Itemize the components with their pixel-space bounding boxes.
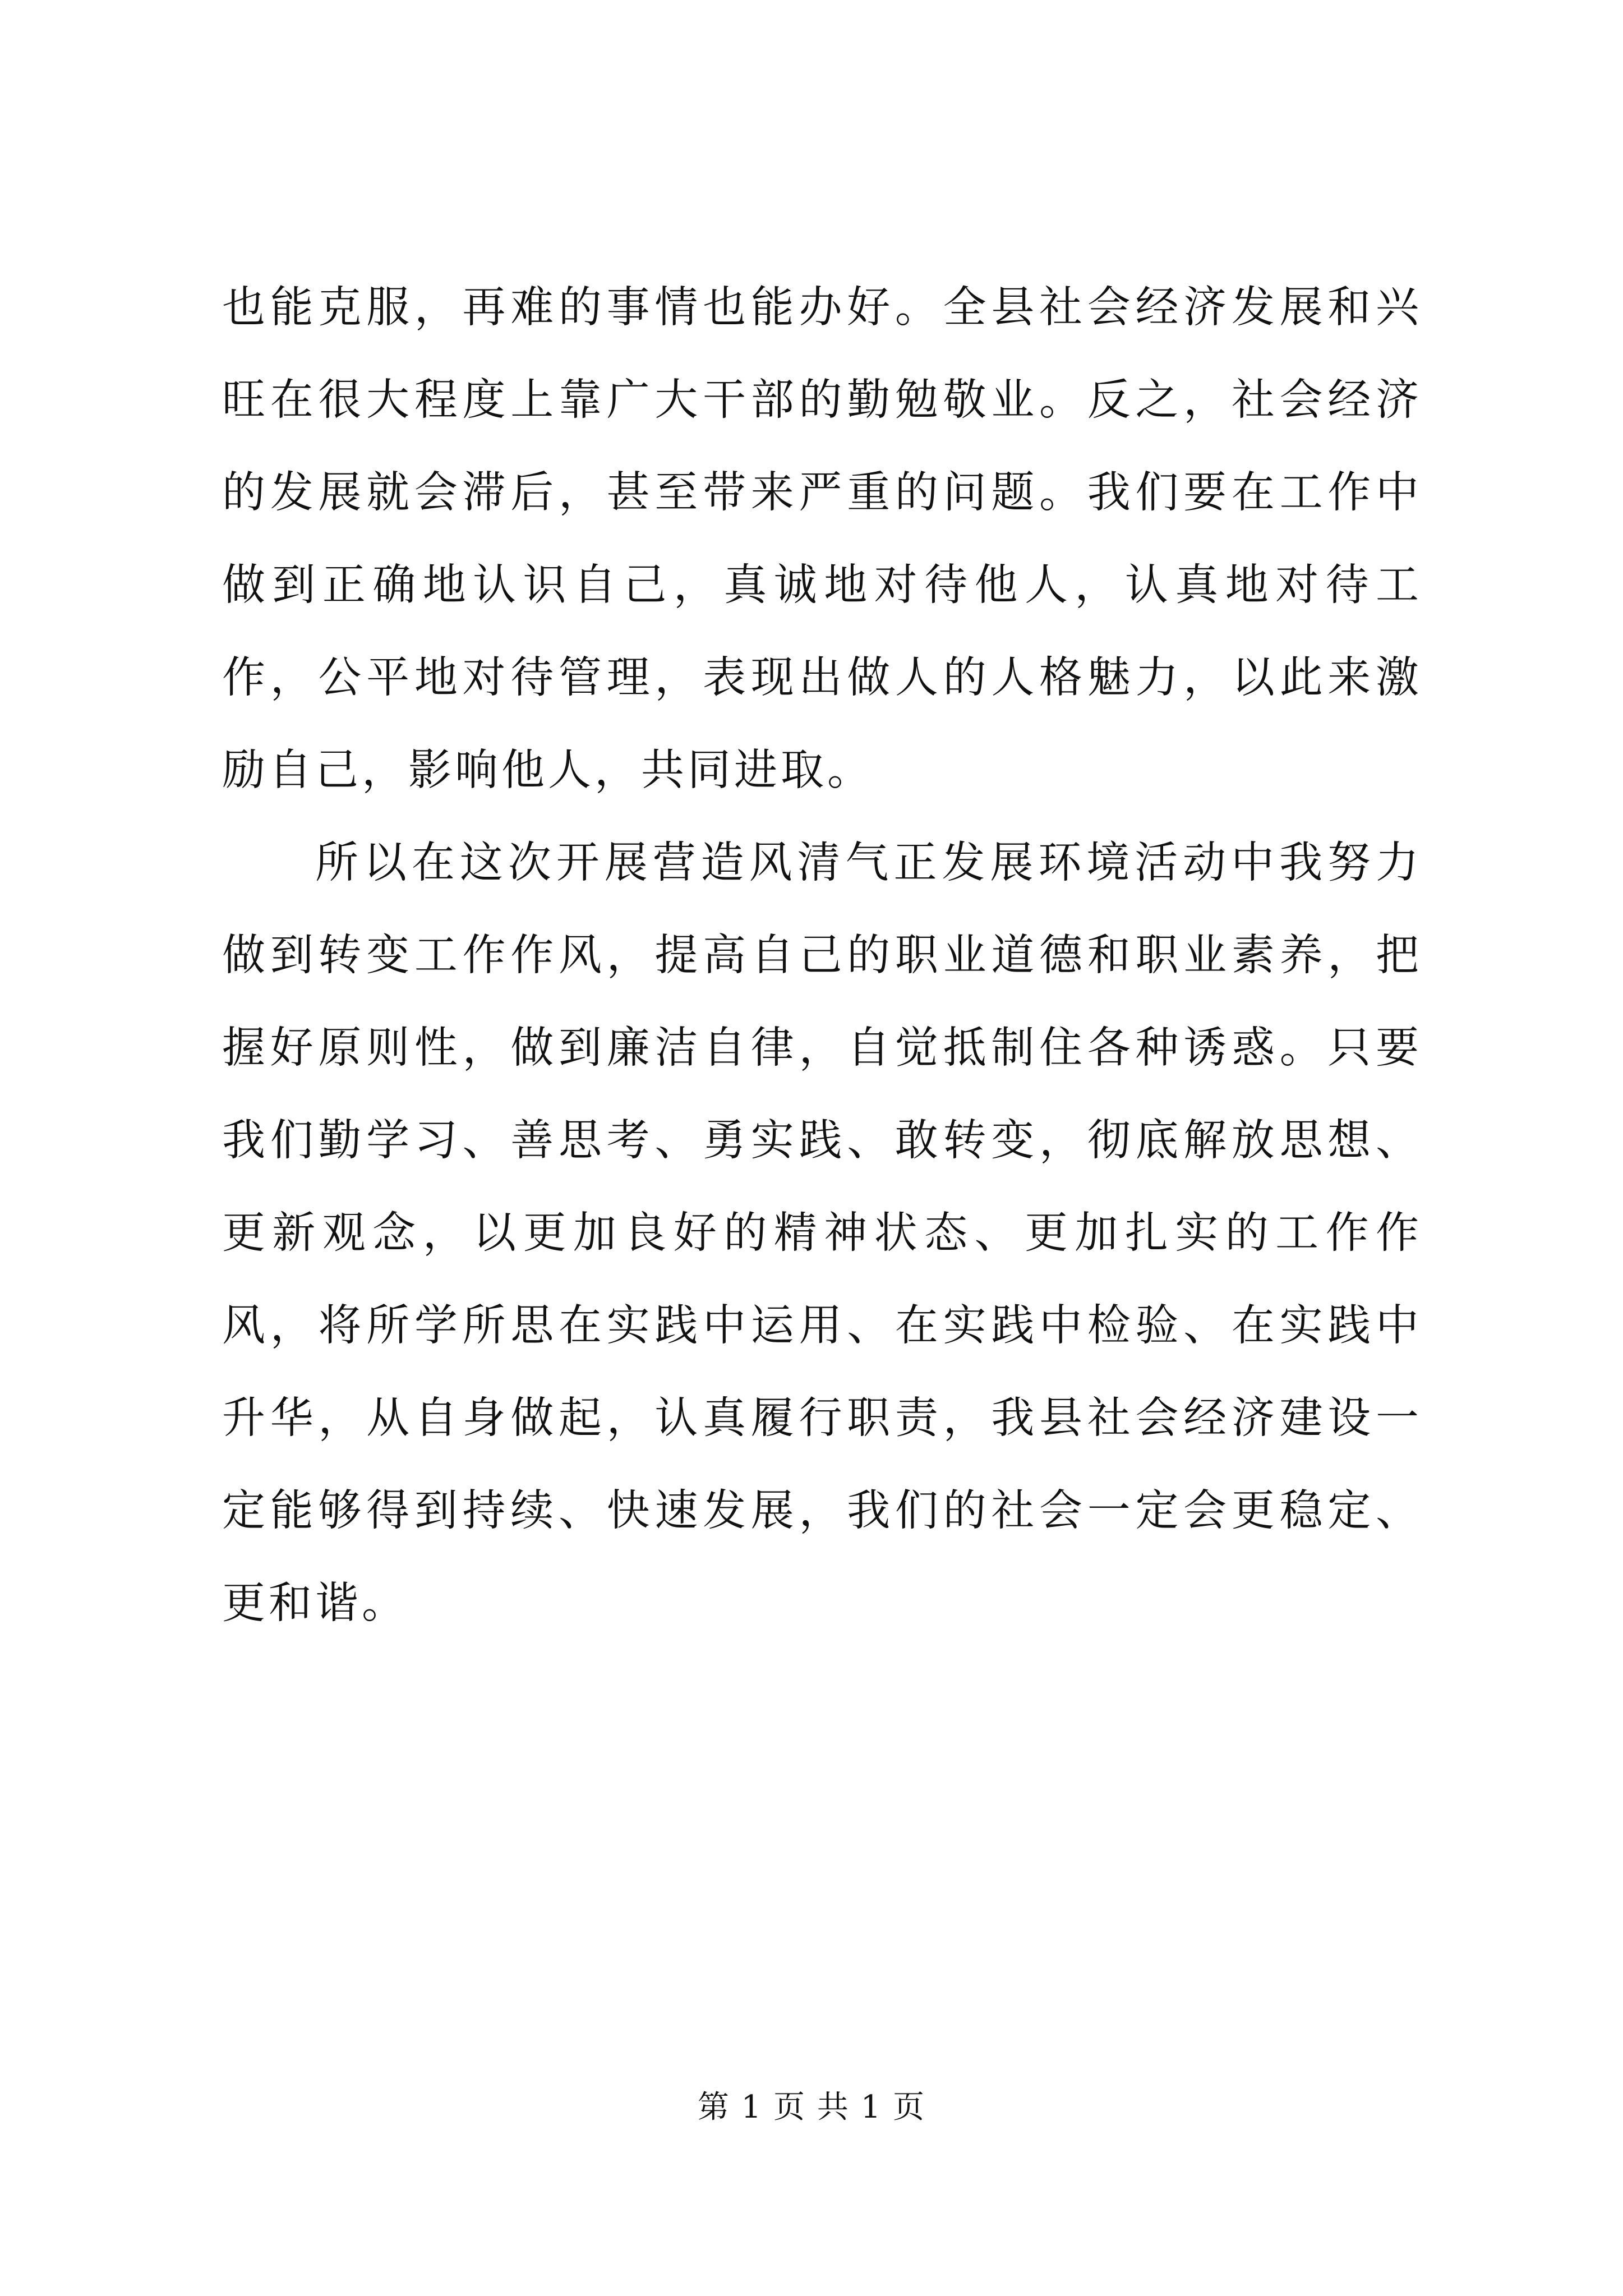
paragraph-2: 所以在这次开展营造风清气正发展环境活动中我努力做到转变工作作风，提高自己的职业道德和职业素养，把握好原则性，做到廉洁自律，自觉抵制住各种诱惑。只要我们勤学习、善思考、勇实践、敢转变，彻底解放思想、更新观念，以更加良好的精神状态、更加扎实的工作作风，将所学所思在实践中运用、在实践中检验、在实践中升华，从自身做起，认真履行职责，我县社会经济建设一定能够得到持续、快速发展，我们的社会一定会更稳定、更和谐。 [222, 838, 1422, 1628]
document-body [222, 261, 1422, 1650]
paragraph-1: 也能克服，再难的事情也能办好。全县社会经济发展和兴旺在很大程度上靠广大干部的勤勉敬业。反之，社会经济的发展就会滞后，甚至带来严重的问题。我们要在工作中做到正确地认识自己，真诚地对待他人，认真地对待工作，公平地对待管理，表现出做人的人格魅力，以此来激励自己，影响他人，共同进取。 [222, 283, 1422, 795]
page-footer: 第 1 页 共 1 页 [697, 2089, 926, 2125]
